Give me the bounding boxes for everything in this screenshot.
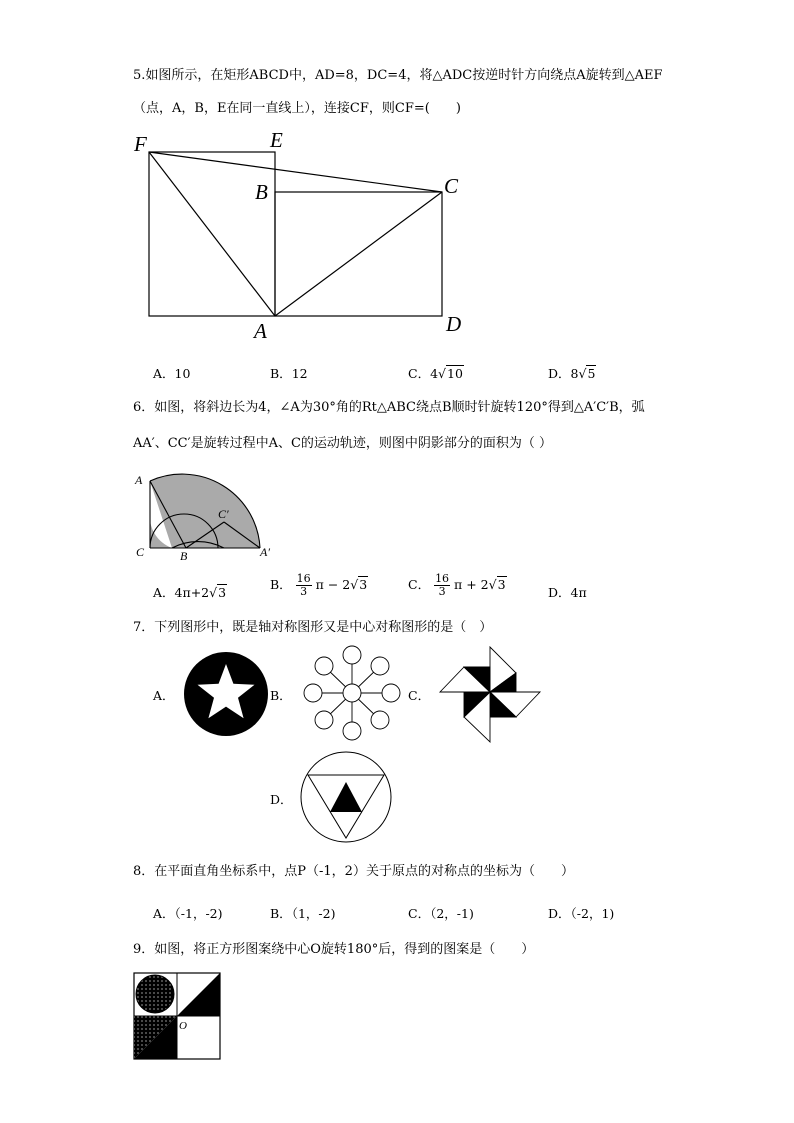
- q7-option-c-figure[interactable]: [438, 645, 544, 745]
- q5-segment-fa: [149, 152, 275, 316]
- q6-label-a: A: [135, 473, 143, 487]
- q6-option-b[interactable]: B． $\frac{16}{3}$ π − 2√3: [270, 572, 368, 598]
- q9-label-o: O: [179, 1020, 187, 1032]
- q5-label-b: B: [255, 180, 268, 204]
- q6-label-ap: A′: [260, 545, 270, 559]
- q8-option-a[interactable]: A．（-1，-2): [153, 906, 223, 921]
- q5-label-a: A: [254, 319, 267, 343]
- q6-stem-line1: 6．如图，将斜边长为4，∠A为30°角的Rt△ABC绕点B顺时针旋转120°得到△A′C′B，弧: [133, 400, 645, 415]
- q8-option-b[interactable]: B．（1，-2): [270, 906, 336, 921]
- q5-option-a[interactable]: A．10: [153, 366, 191, 381]
- q6-stem-line2: AA′、CC′是旋转过程中A、C的运动轨迹，则图中阴影部分的面积为（ ）: [133, 436, 553, 451]
- q5-segment-ac: [275, 192, 442, 316]
- q5-stem-line1: 5.如图所示，在矩形ABCD中，AD=8，DC=4，将△ADC按逆时针方向绕点A旋转到△AEF: [133, 68, 663, 83]
- q5-label-e: E: [270, 128, 283, 152]
- q7-option-a-figure[interactable]: [183, 650, 273, 740]
- q7-stem: 7．下列图形中，既是轴对称图形又是中心对称图形的是（ ）: [133, 620, 493, 635]
- q5-option-c[interactable]: C．4√10: [408, 366, 463, 381]
- q8-option-c[interactable]: C．（2，-1): [408, 906, 474, 921]
- q6-option-a[interactable]: A．4π+2√3: [153, 585, 227, 600]
- q6-option-d[interactable]: D．4π: [548, 585, 587, 600]
- q7-option-b-label[interactable]: B．: [270, 688, 292, 703]
- q9-stem: 9．如图，将正方形图案绕中心O旋转180°后，得到的图案是（ ）: [133, 942, 535, 957]
- q5-label-d: D: [446, 312, 462, 336]
- q5-figure: [130, 125, 480, 345]
- q8-option-d[interactable]: D．（-2，1): [548, 906, 615, 921]
- q6-figure: [130, 468, 290, 568]
- q6-label-b: B: [180, 549, 188, 563]
- q7-option-b-figure[interactable]: [300, 645, 405, 745]
- q7-option-c-label[interactable]: C．: [408, 688, 431, 703]
- q7-option-a-label[interactable]: A．: [153, 688, 175, 703]
- q6-option-c[interactable]: C． $\frac{16}{3}$ π + 2√3: [408, 572, 506, 598]
- q5-stem-line2: （点，A，B，E在同一直线上），连接CF，则CF=( ): [133, 101, 461, 116]
- q6-label-c: C: [136, 545, 145, 559]
- q5-label-c: C: [444, 174, 459, 198]
- q5-label-f: F: [134, 132, 147, 156]
- q5-option-d[interactable]: D．8√5: [548, 366, 596, 381]
- q8-stem: 8．在平面直角坐标系中，点P（-1，2）关于原点的对称点的坐标为（ ）: [133, 864, 574, 879]
- q7-option-d-label[interactable]: D．: [270, 792, 293, 807]
- q7-option-d-figure[interactable]: [298, 750, 394, 846]
- q9-dotted-circle: [136, 975, 174, 1013]
- q6-label-cp: C′: [218, 507, 229, 521]
- q5-option-b[interactable]: B．12: [270, 366, 308, 381]
- q5-segment-cf: [149, 152, 442, 192]
- q9-figure: [133, 972, 223, 1062]
